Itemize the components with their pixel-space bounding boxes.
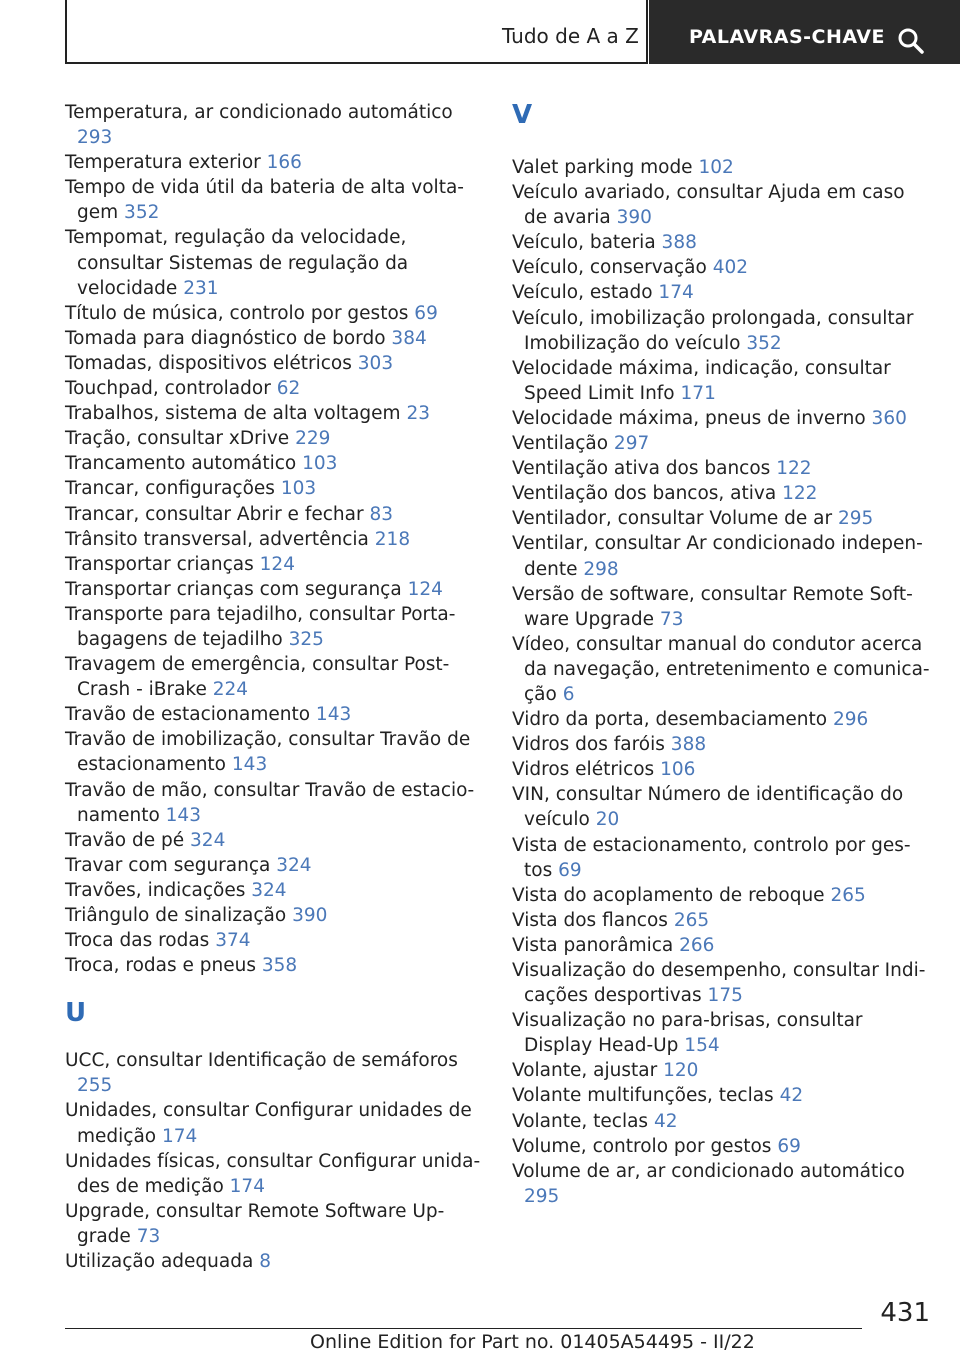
page-link[interactable]: 295 bbox=[524, 1185, 560, 1207]
entry-text: Temperatura, ar condicionado automático bbox=[65, 102, 453, 123]
entry-text: Velocidade máxima, pneus de inverno bbox=[512, 407, 866, 429]
entry-text: Unidades, consultar Configurar unidades de medição bbox=[65, 1100, 472, 1147]
page-number: 431 bbox=[880, 1298, 930, 1328]
index-entry bbox=[512, 632, 932, 707]
page-link[interactable]: 293 bbox=[77, 127, 113, 149]
index-column-left bbox=[65, 100, 485, 1274]
page-link[interactable]: 298 bbox=[583, 558, 619, 580]
entry-text: Volante, ajustar bbox=[512, 1060, 658, 1082]
index-entry bbox=[512, 1109, 932, 1134]
page-link[interactable]: 124 bbox=[259, 553, 295, 575]
page-link[interactable]: 265 bbox=[830, 884, 866, 906]
index-entry bbox=[512, 180, 932, 230]
index-entry bbox=[65, 1098, 485, 1148]
index-entry bbox=[512, 531, 932, 581]
page-link[interactable]: 69 bbox=[777, 1135, 801, 1157]
header-left-rule bbox=[65, 0, 67, 64]
page-link[interactable]: 69 bbox=[558, 859, 582, 881]
entry-text: Vista de estacionamento, controlo por gestos bbox=[512, 834, 911, 881]
page-link[interactable]: 324 bbox=[276, 854, 312, 876]
entry-text: Tomadas, dispositivos elétricos bbox=[65, 352, 352, 374]
page-link[interactable]: 175 bbox=[707, 985, 743, 1007]
page-link[interactable]: 143 bbox=[231, 754, 268, 776]
page-link[interactable]: 103 bbox=[280, 478, 317, 500]
entry-text: Transportar crianças com segurança bbox=[65, 578, 402, 600]
entry-text: Transportar crianças bbox=[65, 553, 254, 575]
index-entry bbox=[65, 502, 485, 527]
entry-text: Travão de estacionamento bbox=[65, 704, 311, 726]
page-link[interactable]: 143 bbox=[165, 804, 201, 826]
page-link[interactable]: 402 bbox=[712, 257, 749, 279]
page-link[interactable]: 166 bbox=[266, 152, 302, 174]
index-entry bbox=[512, 1008, 932, 1058]
entry-text: Troca das rodas bbox=[65, 930, 210, 952]
entry-text: Ventilação bbox=[512, 433, 609, 455]
page-link[interactable]: 122 bbox=[782, 483, 818, 505]
header-bottom-rule bbox=[65, 62, 648, 64]
entry-text: Trancar, configurações bbox=[65, 478, 275, 500]
entry-text: Ventilador, consultar Volume de ar bbox=[512, 508, 833, 530]
page-link[interactable]: 69 bbox=[414, 302, 438, 324]
section-tab[interactable]: Tudo de A a Z bbox=[502, 24, 639, 48]
index-entry bbox=[65, 727, 485, 777]
footer-text: Online Edition for Part no. 01405A54495 - II/22 bbox=[310, 1331, 755, 1353]
page-link[interactable]: 73 bbox=[136, 1225, 161, 1247]
keywords-tab[interactable] bbox=[649, 0, 960, 64]
page-link[interactable]: 103 bbox=[302, 453, 338, 475]
page-link[interactable]: 255 bbox=[77, 1075, 113, 1097]
entry-text: Travão de mão, consultar Travão de estacionamento bbox=[65, 779, 475, 826]
page-link[interactable]: 297 bbox=[613, 433, 650, 455]
entry-text: Vista do acoplamento de reboque bbox=[512, 884, 825, 906]
page-link[interactable]: 352 bbox=[124, 202, 160, 224]
page-link[interactable]: 143 bbox=[315, 704, 352, 726]
page-link[interactable]: 229 bbox=[295, 428, 331, 450]
index-entry bbox=[65, 602, 485, 652]
page-link[interactable]: 73 bbox=[659, 608, 684, 630]
page-link[interactable]: 360 bbox=[871, 407, 907, 429]
index-entry bbox=[512, 356, 932, 406]
entry-text: Tempo de vida útil da bateria de alta voltagem bbox=[65, 177, 464, 224]
index-entry bbox=[512, 255, 932, 280]
index-entry bbox=[65, 376, 485, 401]
page-link[interactable]: 120 bbox=[663, 1060, 699, 1082]
index-column-right bbox=[512, 100, 932, 1209]
index-entry bbox=[65, 100, 485, 150]
entry-text: Veículo avariado, consultar Ajuda em caso de avaria bbox=[512, 182, 905, 229]
entry-text: Temperatura exterior bbox=[65, 152, 261, 174]
index-entry bbox=[65, 552, 485, 577]
index-entry bbox=[512, 506, 932, 531]
page-link[interactable]: 174 bbox=[658, 282, 694, 304]
page-link[interactable]: 124 bbox=[407, 578, 443, 600]
page-link[interactable]: 154 bbox=[684, 1035, 720, 1057]
page-link[interactable]: 388 bbox=[661, 232, 697, 254]
entry-text: Vista panorâmica bbox=[512, 934, 674, 956]
index-entry bbox=[65, 1149, 485, 1199]
entry-text: Trancar, consultar Abrir e fechar bbox=[65, 503, 364, 525]
page-link[interactable]: 324 bbox=[251, 879, 287, 901]
entry-text: Unidades físicas, consultar Configurar unidades de medição bbox=[65, 1150, 481, 1197]
page-header bbox=[65, 0, 960, 64]
entry-text: Volume, controlo por gestos bbox=[512, 1135, 772, 1157]
entry-text: Travões, indicações bbox=[65, 879, 246, 901]
index-entry bbox=[65, 1048, 485, 1098]
page-link[interactable]: 224 bbox=[212, 679, 249, 701]
page-link[interactable]: 42 bbox=[779, 1085, 804, 1107]
page-link[interactable]: 295 bbox=[837, 508, 874, 530]
page-link[interactable]: 358 bbox=[261, 955, 298, 977]
index-entry bbox=[65, 577, 485, 602]
index-entry bbox=[512, 958, 932, 1008]
index-entry bbox=[65, 652, 485, 702]
entry-text: Tempomat, regulação da velocidade, consultar Sistemas de regulação da velocidade bbox=[65, 227, 409, 299]
entry-text: Vídeo, consultar manual do condutor acerca da navegação, entretenimento e comunicação bbox=[512, 633, 930, 705]
entry-text: Ventilação dos bancos, ativa bbox=[512, 483, 777, 505]
entry-text: Veículo, bateria bbox=[512, 232, 656, 254]
entry-text: Travar com segurança bbox=[65, 854, 271, 876]
entry-text: Vista dos flancos bbox=[512, 909, 668, 931]
entry-text: Volante multifunções, teclas bbox=[512, 1085, 774, 1107]
entry-text: Utilização adequada bbox=[65, 1251, 254, 1273]
entry-text: Travão de pé bbox=[65, 829, 185, 851]
entry-text: Tração, consultar xDrive bbox=[65, 428, 290, 450]
page-link[interactable]: 23 bbox=[406, 403, 431, 425]
entry-text: Trabalhos, sistema de alta voltagem bbox=[65, 403, 401, 425]
entry-text: Touchpad, controlador bbox=[65, 378, 271, 400]
entry-text: Ventilar, consultar Ar condicionado independente bbox=[512, 533, 923, 580]
entry-text: Título de música, controlo por gestos bbox=[65, 302, 409, 324]
index-entry bbox=[512, 431, 932, 456]
index-entry bbox=[512, 1159, 932, 1209]
entry-text: Visualização do desempenho, consultar Indicações desportivas bbox=[512, 960, 926, 1007]
index-entry bbox=[512, 757, 932, 782]
index-entry bbox=[512, 481, 932, 506]
entry-text: Troca, rodas e pneus bbox=[65, 955, 256, 977]
page-link[interactable]: 390 bbox=[616, 207, 652, 229]
index-entry bbox=[512, 155, 932, 180]
entry-text: Vidros elétricos bbox=[512, 759, 655, 781]
page-link[interactable]: 102 bbox=[698, 157, 734, 178]
index-entry bbox=[65, 175, 485, 225]
index-entry bbox=[65, 527, 485, 552]
entry-text: Upgrade, consultar Remote Software Upgrade bbox=[65, 1200, 445, 1247]
footer-rule bbox=[65, 1328, 862, 1329]
entry-text: Velocidade máxima, indicação, consultar Speed Limit Info bbox=[512, 357, 891, 404]
index-entry bbox=[512, 582, 932, 632]
entry-text: Transporte para tejadilho, consultar Porta-bagagens de tejadilho bbox=[65, 603, 456, 650]
search-icon[interactable] bbox=[897, 27, 925, 55]
index-entry bbox=[512, 230, 932, 255]
index-entry bbox=[512, 456, 932, 481]
page-link[interactable]: 42 bbox=[653, 1110, 678, 1132]
index-entry bbox=[512, 280, 932, 305]
page-link[interactable]: 174 bbox=[229, 1175, 265, 1197]
index-entry bbox=[65, 150, 485, 175]
page-link[interactable]: 122 bbox=[776, 458, 812, 480]
page-link[interactable]: 174 bbox=[162, 1125, 198, 1147]
letter-heading-v: V bbox=[512, 100, 533, 130]
entry-text: Visualização no para-brisas, consultar Display Head-Up bbox=[512, 1010, 863, 1057]
index-entry bbox=[65, 828, 485, 853]
index-entry bbox=[65, 853, 485, 878]
entry-text: Travão de imobilização, consultar Travão de estacionamento bbox=[65, 729, 471, 776]
page-link[interactable]: 20 bbox=[595, 809, 620, 831]
entry-text: Veículo, imobilização prolongada, consultar Imobilização do veículo bbox=[512, 307, 914, 354]
index-entry bbox=[512, 908, 932, 933]
index-entry bbox=[65, 702, 485, 727]
header-separator bbox=[646, 0, 648, 64]
page-link[interactable]: 171 bbox=[680, 382, 716, 404]
index-entry bbox=[65, 903, 485, 928]
keywords-label: PALAVRAS-CHAVE bbox=[689, 26, 885, 48]
entry-text: Trânsito transversal, advertência bbox=[65, 528, 369, 550]
index-entry bbox=[65, 326, 485, 351]
index-entry bbox=[65, 476, 485, 501]
page-link[interactable]: 388 bbox=[670, 734, 707, 756]
page-link[interactable]: 62 bbox=[276, 378, 301, 400]
index-entry bbox=[65, 225, 485, 300]
index-entry bbox=[512, 306, 932, 356]
page-link[interactable]: 325 bbox=[288, 628, 324, 650]
index-entry bbox=[512, 833, 932, 883]
page-link[interactable]: 266 bbox=[679, 934, 715, 956]
index-list-u bbox=[65, 1048, 485, 1274]
entry-text: Ventilação ativa dos bancos bbox=[512, 458, 771, 480]
entry-text: VIN, consultar Número de identificação do veículo bbox=[512, 784, 904, 831]
entry-text: Veículo, conservação bbox=[512, 257, 707, 279]
index-entry bbox=[65, 451, 485, 476]
index-entry bbox=[65, 1199, 485, 1249]
page-link[interactable]: 352 bbox=[746, 332, 782, 354]
entry-text: Triângulo de sinalização bbox=[65, 905, 287, 926]
page-link[interactable]: 83 bbox=[369, 503, 393, 525]
entry-text: UCC, consultar Identificação de semáforos bbox=[65, 1050, 458, 1072]
entry-text: Volume de ar, ar condicionado automático bbox=[512, 1160, 905, 1182]
entry-text: Veículo, estado bbox=[512, 282, 653, 304]
index-entry bbox=[512, 1083, 932, 1108]
letter-heading-u: U bbox=[65, 998, 87, 1029]
entry-text: Tomada para diagnóstico de bordo bbox=[65, 327, 386, 349]
index-entry bbox=[65, 1249, 485, 1274]
entry-text: Valet parking mode bbox=[512, 157, 693, 178]
entry-text: Travagem de emergência, consultar Post-Crash - iBrake bbox=[65, 654, 450, 701]
index-entry bbox=[65, 778, 485, 828]
index-entry bbox=[512, 933, 932, 958]
index-entry bbox=[65, 928, 485, 953]
page-link[interactable]: 265 bbox=[673, 909, 710, 931]
entry-text: Vidros dos faróis bbox=[512, 734, 665, 756]
index-entry bbox=[512, 406, 932, 431]
index-entry bbox=[65, 878, 485, 903]
index-entry bbox=[512, 1058, 932, 1083]
entry-text: Versão de software, consultar Remote Software Upgrade bbox=[512, 583, 913, 630]
index-entry bbox=[65, 351, 485, 376]
index-list-t bbox=[65, 100, 485, 978]
page-link[interactable]: 390 bbox=[292, 905, 328, 926]
page-link[interactable]: 6 bbox=[562, 683, 575, 705]
page-link[interactable]: 296 bbox=[833, 709, 869, 731]
index-entry bbox=[512, 782, 932, 832]
index-entry bbox=[512, 883, 932, 908]
index-entry bbox=[512, 732, 932, 757]
page-link[interactable]: 384 bbox=[391, 327, 427, 349]
page-link[interactable]: 374 bbox=[215, 930, 251, 952]
entry-text: Vidro da porta, desembaciamento bbox=[512, 709, 828, 731]
page-link[interactable]: 218 bbox=[374, 528, 411, 550]
page-link[interactable]: 8 bbox=[259, 1251, 271, 1273]
page-link[interactable]: 106 bbox=[660, 759, 696, 781]
page-link[interactable]: 303 bbox=[357, 352, 394, 374]
index-entry bbox=[65, 426, 485, 451]
index-entry bbox=[65, 401, 485, 426]
page-link[interactable]: 231 bbox=[183, 277, 219, 299]
index-entry bbox=[65, 301, 485, 326]
index-entry bbox=[512, 1134, 932, 1159]
index-entry bbox=[512, 707, 932, 732]
index-list-v bbox=[512, 155, 932, 1209]
page-link[interactable]: 324 bbox=[190, 829, 226, 851]
entry-text: Trancamento automático bbox=[65, 453, 297, 475]
entry-text: Volante, teclas bbox=[512, 1110, 649, 1132]
index-entry bbox=[65, 953, 485, 978]
